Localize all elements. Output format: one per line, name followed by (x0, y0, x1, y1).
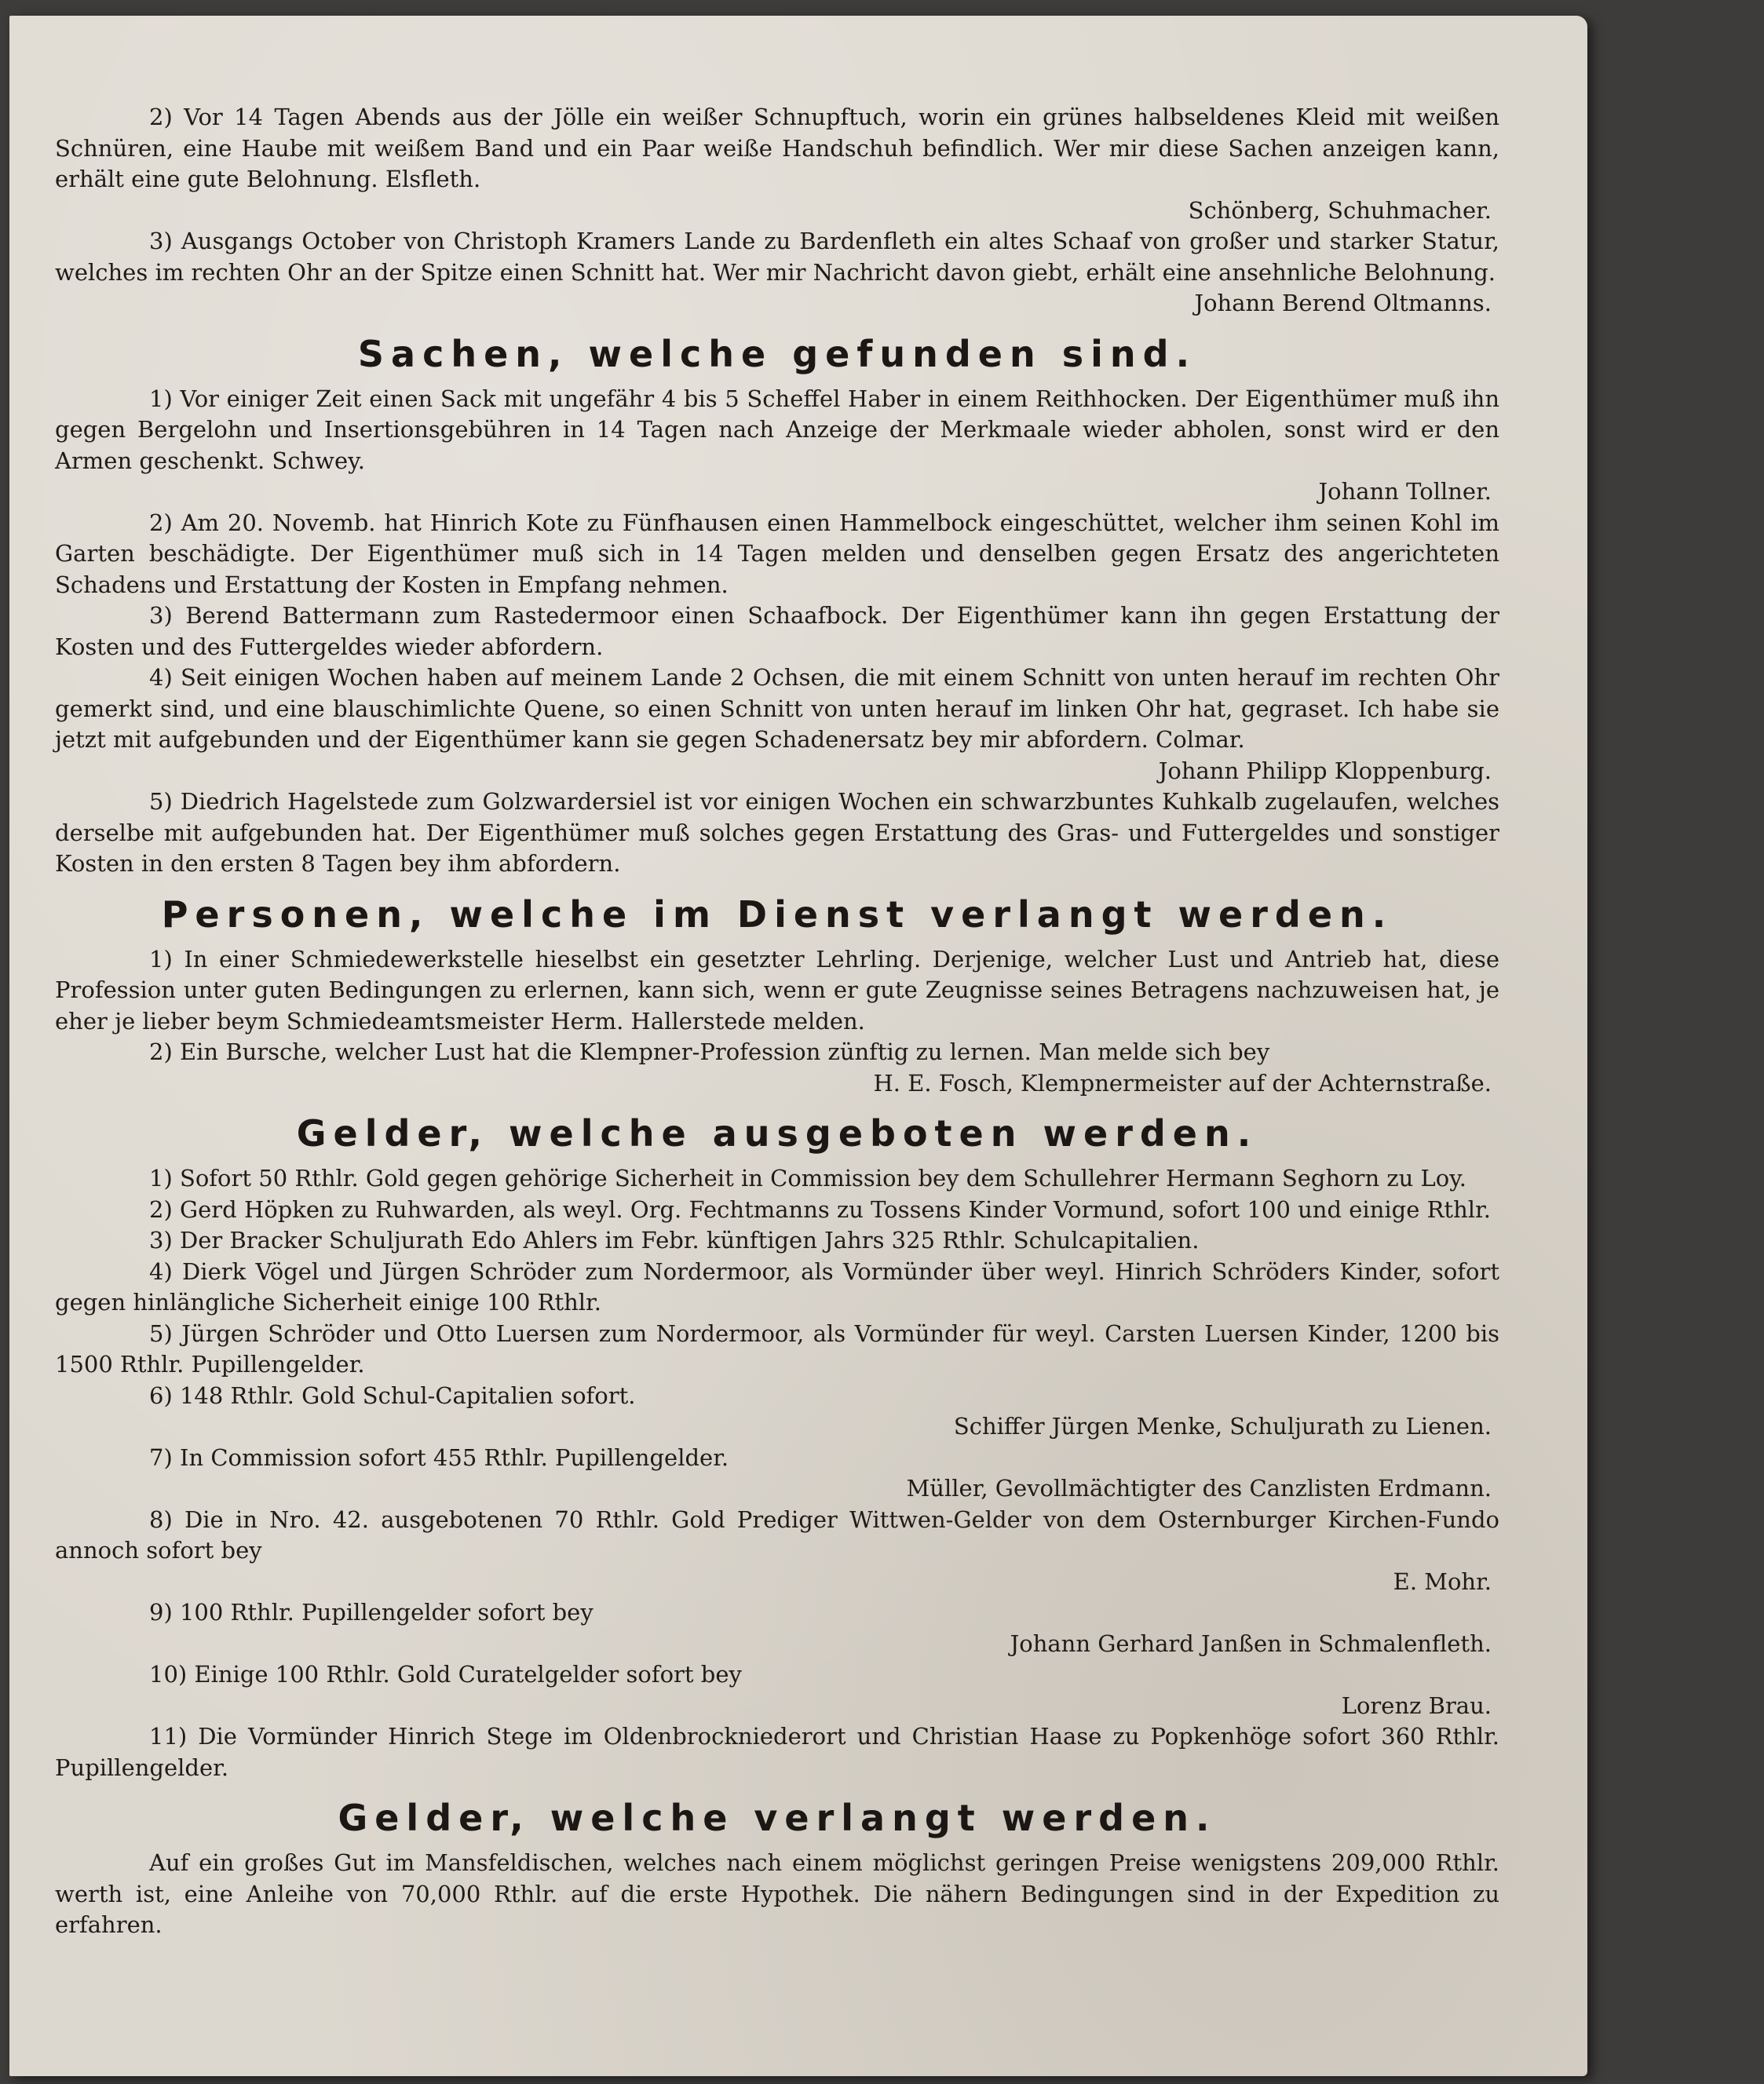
notice-paragraph: 4) Seit einigen Wochen haben auf meinem Lande 2 Ochsen, die mit einem Schnitt von unten herauf im rechten Ohr gemerkt sind, und eine blauschimlichte Quene, so einen Schnitt von unten herauf im linken Ohr hat, gegraset. Ich habe sie jetzt mit aufgebunden und der Eigenthümer kann sie gegen Schadenersatz bey mir abfordern. Colmar. (55, 664, 1499, 753)
notice-paragraph: 3) Der Bracker Schuljurath Edo Ahlers im Febr. künftigen Jahrs 325 Rthlr. Schulcapitalien. (149, 1227, 1200, 1254)
notice-paragraph: 1) In einer Schmiedewerkstelle hieselbst ein gesetzter Lehrling. Derjenige, welcher Lust und Antrieb hat, diese Profession unter guten Bedingungen zu erlernen, kann sich, wenn er gute Zeugnisse seines Betragens nachzuweisen hat, je eher je lieber beym Schmiedeamtsmeister Herm. Hallerstede melden. (55, 945, 1499, 1035)
notice-signature: Schönberg, Schuhmacher. (1188, 196, 1492, 224)
notice-paragraph: 2) Am 20. Novemb. hat Hinrich Kote zu Fünfhausen einen Hammelbock eingeschüttet, welcher ihm seinen Kohl im Garten beschädigte. Der Eigenthümer muß sich in 14 Tagen melden und denselben gegen Ersatz des angerichteten Schadens und Erstattung der Kosten in Empfang nehmen. (55, 509, 1499, 598)
notice-paragraph: 3) Ausgangs October von Christoph Kramers Lande zu Bardenfleth ein altes Schaaf von großer und starker Statur, welches im rechten Ohr an der Spitze einen Schnitt hat. Wer mir Nachricht davon giebt, erhält eine ansehnliche Belohnung. (55, 228, 1499, 286)
notice-signature: Lorenz Brau. (1341, 1692, 1492, 1719)
notice-paragraph: 4) Dierk Vögel und Jürgen Schröder zum Nordermoor, als Vormünder über weyl. Hinrich Schröders Kinder, sofort gegen hinlängliche Sicherheit einige 100 Rthlr. (55, 1257, 1499, 1316)
notice-paragraph: 3) Berend Battermann zum Rastedermoor einen Schaafbock. Der Eigenthümer kann ihn gegen Erstattung der Kosten und des Futtergeldes wieder abfordern. (55, 602, 1499, 660)
notice-paragraph: Auf ein großes Gut im Mansfeldischen, welches nach einem möglichst geringen Preise wenigstens 209,000 Rthlr. werth ist, eine Anleihe von 70,000 Rthlr. auf die erste Hypothek. Die nähern Bedingungen sind in der Expedition zu erfahren. (55, 1849, 1499, 1938)
notice-paragraph: 10) Einige 100 Rthlr. Gold Curatelgelder sofort bey (149, 1661, 742, 1688)
notice-paragraph: 9) 100 Rthlr. Pupillengelder sofort bey (149, 1599, 593, 1626)
notice-paragraph: 6) 148 Rthlr. Gold Schul-Capitalien sofort. (149, 1381, 636, 1409)
notice-paragraph: 8) Die in Nro. 42. ausgebotenen 70 Rthlr. Gold Prediger Wittwen-Gelder von dem Osternburger Kirchen-Fundo annoch sofort bey (55, 1506, 1499, 1564)
notice-paragraph: 2) Gerd Höpken zu Ruhwarden, als weyl. Org. Fechtmanns zu Tossens Kinder Vormund, sofort 100 und einige Rthlr. (149, 1195, 1491, 1223)
section-heading: Personen, welche im Dienst verlangt werden. (161, 892, 1393, 936)
notice-paragraph: 5) Jürgen Schröder und Otto Luersen zum Nordermoor, als Vormünder für weyl. Carsten Luersen Kinder, 1200 bis 1500 Rthlr. Pupillengelder. (55, 1319, 1499, 1378)
notice-signature: E. Mohr. (1393, 1568, 1492, 1595)
notice-signature: Müller, Gevollmächtigter des Canzlisten Erdmann. (906, 1475, 1492, 1502)
notice-paragraph: 5) Diedrich Hagelstede zum Golzwardersiel ist vor einigen Wochen ein schwarzbuntes Kuhkalb zugelaufen, welches derselbe mit aufgebunden hat. Der Eigenthümer muß solches gegen Erstattung des Gras- und Futtergeldes und sonstiger Kosten in den ersten 8 Tagen bey ihm abfordern. (55, 788, 1499, 877)
notice-signature: Johann Philipp Kloppenburg. (1158, 757, 1492, 784)
notice-paragraph: 7) In Commission sofort 455 Rthlr. Pupillengelder. (149, 1443, 729, 1471)
notice-paragraph: 1) Sofort 50 Rthlr. Gold gegen gehörige Sicherheit in Commission bey dem Schullehrer Hermann Seghorn zu Loy. (149, 1165, 1466, 1192)
notice-paragraph: 2) Ein Bursche, welcher Lust hat die Klempner-Profession zünftig zu lernen. Man melde sich bey (149, 1038, 1270, 1065)
notice-signature: Johann Tollner. (1318, 478, 1492, 505)
newspaper-page (9, 16, 1587, 2076)
notice-signature: Johann Berend Oltmanns. (1194, 290, 1492, 316)
page-text (55, 102, 1499, 1941)
notice-paragraph: 1) Vor einiger Zeit einen Sack mit ungefähr 4 bis 5 Scheffel Haber in einem Reithhocken. Der Eigenthümer muß ihn gegen Bergelohn und Insertionsgebühren in 14 Tagen nach Anzeige der Merkmaale wieder abholen, sonst wird er den Armen geschenkt. Schwey. (55, 385, 1499, 474)
notice-signature: Schiffer Jürgen Menke, Schuljurath zu Lienen. (953, 1413, 1492, 1440)
section-heading: Gelder, welche verlangt werden. (338, 1797, 1217, 1839)
section-heading: Gelder, welche ausgeboten werden. (296, 1112, 1258, 1155)
notice-paragraph: 11) Die Vormünder Hinrich Stege im Oldenbrockniederort und Christian Haase zu Popkenhöge sofort 360 Rthlr. Pupillengelder. (55, 1723, 1499, 1781)
notice-signature: H. E. Fosch, Klempnermeister auf der Achternstraße. (873, 1069, 1492, 1097)
notice-signature: Johann Gerhard Janßen in Schmalenfleth. (1010, 1630, 1492, 1657)
section-heading: Sachen, welche gefunden sind. (357, 332, 1197, 375)
notice-paragraph: 2) Vor 14 Tagen Abends aus der Jölle ein weißer Schnupftuch, worin ein grünes halbseldenes Kleid mit weißen Schnüren, eine Haube mit weißem Band und ein Paar weiße Handschuh befindlich. Wer mir diese Sachen anzeigen kann, erhält eine gute Belohnung. Elsfleth. (55, 104, 1499, 192)
